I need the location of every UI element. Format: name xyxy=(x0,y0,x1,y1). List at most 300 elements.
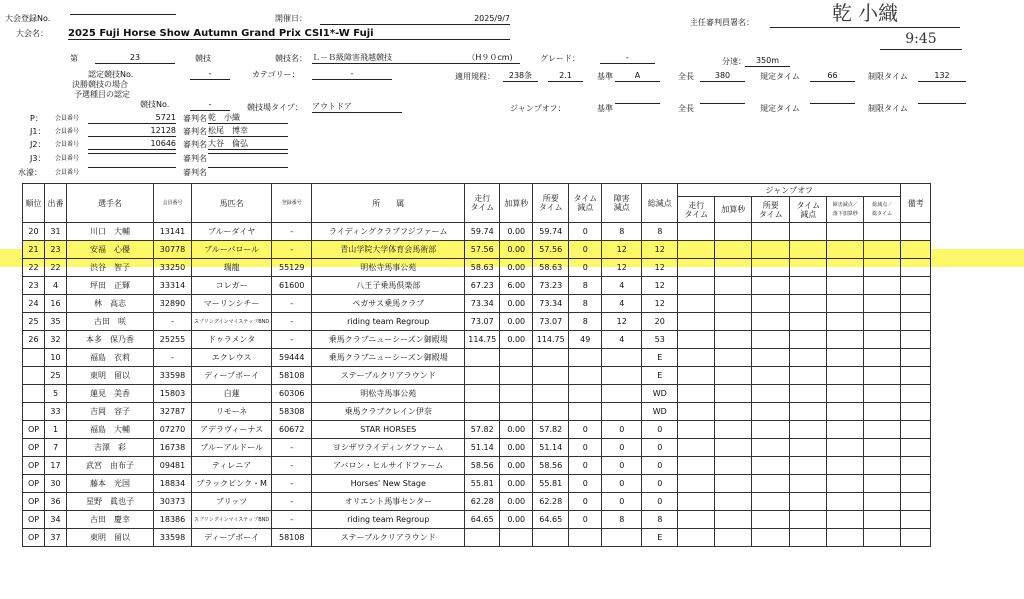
club-cell: 青山学院大学体育会馬術部 xyxy=(312,241,465,259)
rider-cell: 安福 心優 xyxy=(67,241,154,259)
time-penalty-cell xyxy=(569,349,602,367)
horse-cell: アデラヴィーナス xyxy=(192,421,272,439)
cert-value: - xyxy=(190,69,230,80)
rank-cell xyxy=(23,385,45,403)
rank-cell: OP xyxy=(23,439,45,457)
jumpoff-cell xyxy=(790,313,827,331)
member-cell: 33314 xyxy=(154,277,192,295)
club-cell: オリエント馬事センター xyxy=(312,493,465,511)
run-time-cell: 67.23 xyxy=(465,277,500,295)
jumpoff-cell xyxy=(864,511,901,529)
bib-cell: 7 xyxy=(45,439,67,457)
jumpoff-cell xyxy=(715,493,752,511)
horse-cell: コレガー xyxy=(192,277,272,295)
run-time-cell: 58.63 xyxy=(465,259,500,277)
jumpoff-cell xyxy=(678,241,715,259)
horse-cell: ディープボーイ xyxy=(192,367,272,385)
comp-name-label: 競技名： xyxy=(275,54,307,63)
horse-cell: リモーネ xyxy=(192,403,272,421)
reg-cell: 60306 xyxy=(272,385,312,403)
judge-member-no: 12128 xyxy=(88,126,176,137)
member-cell: 16738 xyxy=(154,439,192,457)
jumpoff-cell xyxy=(678,313,715,331)
judge-member-label: 会員番号 xyxy=(55,115,80,122)
jumpoff-cell xyxy=(752,529,790,547)
jumpoff-cell xyxy=(678,277,715,295)
obstacle-penalty-cell: 12 xyxy=(602,313,642,331)
reg-cell: - xyxy=(272,241,312,259)
judge-name: 乾 小織 xyxy=(208,113,288,124)
bib-cell: 25 xyxy=(45,367,67,385)
jumpoff-cell xyxy=(827,421,864,439)
club-cell: 八王子乗馬倶楽部 xyxy=(312,277,465,295)
rider-cell: 本多 保乃香 xyxy=(67,331,154,349)
added-sec-cell xyxy=(500,367,533,385)
added-sec-cell xyxy=(500,403,533,421)
jumpoff-cell xyxy=(678,511,715,529)
jumpoff-cell xyxy=(827,331,864,349)
jumpoff-cell xyxy=(678,457,715,475)
added-sec-cell: 0.00 xyxy=(500,313,533,331)
required-time-cell: 51.14 xyxy=(533,439,569,457)
added-sec-cell: 0.00 xyxy=(500,241,533,259)
bib-cell: 1 xyxy=(45,421,67,439)
run-time-cell: 73.07 xyxy=(465,313,500,331)
jumpoff-cell xyxy=(715,457,752,475)
col-header-jumpoff: ジャンプオフ xyxy=(678,184,901,197)
jo-time-label: 規定タイム xyxy=(760,104,800,113)
run-time-cell: 57.82 xyxy=(465,421,500,439)
run-time-cell: 64.65 xyxy=(465,511,500,529)
jumpoff-cell xyxy=(790,259,827,277)
judge-member-no xyxy=(88,167,176,168)
bib-cell: 31 xyxy=(45,223,67,241)
col-header-add: 加算秒 xyxy=(500,184,533,223)
member-cell: 18386 xyxy=(154,511,192,529)
member-cell: 18834 xyxy=(154,475,192,493)
remarks-cell xyxy=(901,277,931,295)
jumpoff-cell xyxy=(864,313,901,331)
member-cell: 30373 xyxy=(154,493,192,511)
total-penalty-cell: 12 xyxy=(642,277,678,295)
rider-cell: 吉澤 彩 xyxy=(67,439,154,457)
run-time-cell: 55.81 xyxy=(465,475,500,493)
required-time-cell xyxy=(533,529,569,547)
jumpoff-cell xyxy=(827,511,864,529)
results-table xyxy=(22,183,931,547)
club-cell: riding team Regroup xyxy=(312,511,465,529)
reg-cell: - xyxy=(272,439,312,457)
total-penalty-cell: WD xyxy=(642,403,678,421)
remarks-cell xyxy=(901,385,931,403)
jumpoff-cell xyxy=(790,223,827,241)
added-sec-cell xyxy=(500,385,533,403)
obstacle-penalty-cell: 8 xyxy=(602,223,642,241)
run-time-cell xyxy=(465,403,500,421)
reg-cell: 61600 xyxy=(272,277,312,295)
judge-member-label: 会員番号 xyxy=(55,128,80,135)
required-time-cell xyxy=(533,403,569,421)
rider-cell: 古田 咲 xyxy=(67,313,154,331)
club-cell: 明松寺馬事公苑 xyxy=(312,259,465,277)
jumpoff-cell xyxy=(715,259,752,277)
table-row xyxy=(23,421,931,439)
required-time-cell xyxy=(533,367,569,385)
run-time-cell xyxy=(465,385,500,403)
reg-cell: 58308 xyxy=(272,403,312,421)
member-cell: 32890 xyxy=(154,295,192,313)
total-penalty-cell: 53 xyxy=(642,331,678,349)
table-row xyxy=(23,313,931,331)
rank-cell: OP xyxy=(23,493,45,511)
member-cell: 32787 xyxy=(154,403,192,421)
time: 66 xyxy=(810,71,855,82)
club-cell: 乗馬クラブニューシーズン御殿場 xyxy=(312,331,465,349)
reg-cell: - xyxy=(272,493,312,511)
cert-label: 認定競技No. xyxy=(88,70,134,79)
jumpoff-cell xyxy=(715,241,752,259)
rule-sub: 2.1 xyxy=(548,71,583,82)
jumpoff-cell xyxy=(790,421,827,439)
jumpoff-cell xyxy=(864,349,901,367)
judge-pos: J2： xyxy=(30,140,46,149)
jumpoff-cell xyxy=(752,241,790,259)
total-penalty-cell: 8 xyxy=(642,511,678,529)
judge-name-label: 審判名 xyxy=(183,168,207,177)
horse-cell: ティレニア xyxy=(192,457,272,475)
remarks-cell xyxy=(901,295,931,313)
jumpoff-cell xyxy=(827,259,864,277)
header-row xyxy=(23,184,931,197)
table-row xyxy=(23,295,931,313)
remarks-cell xyxy=(901,529,931,547)
col-header-jo-add: 加算秒 xyxy=(715,197,752,223)
total-penalty-cell: 12 xyxy=(642,295,678,313)
jo-std xyxy=(615,103,660,104)
reg-cell: - xyxy=(272,457,312,475)
time-penalty-cell: 8 xyxy=(569,277,602,295)
judge-name-label: 審判名 xyxy=(183,114,207,123)
jumpoff-cell xyxy=(752,295,790,313)
jumpoff-cell xyxy=(827,277,864,295)
reg-cell: - xyxy=(272,511,312,529)
judge-name-label: 審判名 xyxy=(183,154,207,163)
jumpoff-cell xyxy=(827,529,864,547)
jumpoff-cell xyxy=(678,385,715,403)
added-sec-cell xyxy=(500,529,533,547)
total-penalty-cell: 0 xyxy=(642,421,678,439)
rider-cell: 星野 眞也子 xyxy=(67,493,154,511)
time-label: 規定タイム xyxy=(760,72,800,81)
comp-height: （H９０cm) xyxy=(460,53,520,64)
table-row xyxy=(23,475,931,493)
bib-cell: 35 xyxy=(45,313,67,331)
obstacle-penalty-cell: 4 xyxy=(602,277,642,295)
jo-limit-label: 制限タイム xyxy=(868,104,908,113)
jumpoff-cell xyxy=(678,403,715,421)
total-penalty-cell: 20 xyxy=(642,313,678,331)
jumpoff-cell xyxy=(678,439,715,457)
date-label: 開催日： xyxy=(275,14,307,23)
member-cell: 33598 xyxy=(154,529,192,547)
time-penalty-cell: 0 xyxy=(569,475,602,493)
obstacle-penalty-cell: 0 xyxy=(602,439,642,457)
judge-member-no: 10646 xyxy=(88,139,176,150)
time-penalty-cell: 0 xyxy=(569,457,602,475)
jumpoff-cell xyxy=(752,223,790,241)
obstacle-penalty-cell: 0 xyxy=(602,421,642,439)
jumpoff-cell xyxy=(678,493,715,511)
col-header-rider: 選手名 xyxy=(67,184,154,223)
jumpoff-cell xyxy=(752,349,790,367)
category: - xyxy=(312,69,392,80)
total-penalty-cell: 12 xyxy=(642,241,678,259)
member-cell: 09481 xyxy=(154,457,192,475)
table-row xyxy=(23,529,931,547)
final-line-3: 競技No. xyxy=(140,100,170,109)
reg-no-label: 大会登録No. xyxy=(5,14,51,23)
reg-cell: - xyxy=(272,331,312,349)
time-penalty-cell: 0 xyxy=(569,241,602,259)
rank-cell: OP xyxy=(23,511,45,529)
col-header-jo-total: 総減点／ 総タイム xyxy=(864,197,901,223)
judge-member-no xyxy=(88,153,176,154)
obstacle-penalty-cell: 0 xyxy=(602,475,642,493)
total-penalty-cell: E xyxy=(642,367,678,385)
jumpoff-cell xyxy=(864,259,901,277)
reg-cell: 60672 xyxy=(272,421,312,439)
judge-name xyxy=(208,153,288,154)
jumpoff-cell xyxy=(752,385,790,403)
reg-cell: - xyxy=(272,223,312,241)
jumpoff-cell xyxy=(678,475,715,493)
required-time-cell: 64.65 xyxy=(533,511,569,529)
jumpoff-cell xyxy=(752,457,790,475)
time-penalty-cell: 8 xyxy=(569,295,602,313)
col-header-bib: 出番 xyxy=(45,184,67,223)
obstacle-penalty-cell xyxy=(602,529,642,547)
jo-std-label: 基準 xyxy=(597,104,613,113)
rider-cell: 東明 留以 xyxy=(67,367,154,385)
comp-name: Ｌ－Ｂ級障害飛越競技 xyxy=(312,53,460,64)
judge-name-label: 審判名 xyxy=(183,127,207,136)
run-time-cell: 51.14 xyxy=(465,439,500,457)
total-penalty-cell: 8 xyxy=(642,223,678,241)
required-time-cell xyxy=(533,349,569,367)
rider-cell: 福島 衣莉 xyxy=(67,349,154,367)
jumpoff-cell xyxy=(715,475,752,493)
time-penalty-cell: 0 xyxy=(569,439,602,457)
club-cell: 乗馬クラブニューシーズン御殿場 xyxy=(312,349,465,367)
club-cell: ペガサス乗馬クラブ xyxy=(312,295,465,313)
jo-length xyxy=(700,103,745,104)
jumpoff-cell xyxy=(790,331,827,349)
table-row xyxy=(23,457,931,475)
remarks-cell xyxy=(901,493,931,511)
jumpoff-cell xyxy=(678,223,715,241)
jumpoff-cell xyxy=(715,295,752,313)
added-sec-cell: 6.00 xyxy=(500,277,533,295)
judge-name: 松尾 博幸 xyxy=(208,126,288,137)
bib-cell: 23 xyxy=(45,241,67,259)
table-row xyxy=(23,331,931,349)
rank-cell xyxy=(23,367,45,385)
bib-cell: 16 xyxy=(45,295,67,313)
obstacle-penalty-cell xyxy=(602,385,642,403)
chief-judge-signature: 乾 小織 xyxy=(770,0,960,28)
jumpoff-cell xyxy=(715,349,752,367)
obstacle-penalty-cell: 0 xyxy=(602,457,642,475)
jumpoff-cell xyxy=(678,331,715,349)
jumpoff-cell xyxy=(715,421,752,439)
horse-cell: マーリンシチー xyxy=(192,295,272,313)
obstacle-penalty-cell: 8 xyxy=(602,511,642,529)
jumpoff-cell xyxy=(715,403,752,421)
jumpoff-cell xyxy=(790,367,827,385)
col-header-obs: 障害 減点 xyxy=(602,184,642,223)
required-time-cell: 62.28 xyxy=(533,493,569,511)
bib-cell: 17 xyxy=(45,457,67,475)
required-time-cell: 55.81 xyxy=(533,475,569,493)
jumpoff-cell xyxy=(864,295,901,313)
jumpoff-cell xyxy=(827,493,864,511)
club-cell: 明松寺馬事公苑 xyxy=(312,385,465,403)
bib-cell: 36 xyxy=(45,493,67,511)
jumpoff-cell xyxy=(827,349,864,367)
jumpoff-cell xyxy=(678,349,715,367)
run-time-cell xyxy=(465,529,500,547)
horse-cell: 白蓮 xyxy=(192,385,272,403)
total-penalty-cell: 12 xyxy=(642,259,678,277)
remarks-cell xyxy=(901,457,931,475)
judge-pos: 水濠： xyxy=(18,168,42,177)
jumpoff-cell xyxy=(864,457,901,475)
remarks-cell xyxy=(901,223,931,241)
rank-cell: 26 xyxy=(23,331,45,349)
added-sec-cell: 0.00 xyxy=(500,457,533,475)
rider-cell: 川口 大輔 xyxy=(67,223,154,241)
horse-cell: ブルーダイヤ xyxy=(192,223,272,241)
jumpoff-cell xyxy=(790,475,827,493)
jumpoff-cell xyxy=(827,223,864,241)
run-time-cell: 114.75 xyxy=(465,331,500,349)
jumpoff-cell xyxy=(864,277,901,295)
limit: 132 xyxy=(918,71,966,82)
reg-cell: 55129 xyxy=(272,259,312,277)
required-time-cell: 57.56 xyxy=(533,241,569,259)
remarks-cell xyxy=(901,403,931,421)
time-penalty-cell xyxy=(569,385,602,403)
arena-label: 競技場タイプ： xyxy=(247,103,303,112)
judge-name-label: 審判名 xyxy=(183,140,207,149)
rank-cell: OP xyxy=(23,475,45,493)
table-row xyxy=(23,223,931,241)
time-penalty-cell: 0 xyxy=(569,511,602,529)
jumpoff-cell xyxy=(752,421,790,439)
obstacle-penalty-cell: 12 xyxy=(602,241,642,259)
rank-cell: 20 xyxy=(23,223,45,241)
member-cell: 25255 xyxy=(154,331,192,349)
club-cell: riding team Regroup xyxy=(312,313,465,331)
rider-cell: 吉岡 容子 xyxy=(67,403,154,421)
added-sec-cell: 0.00 xyxy=(500,259,533,277)
reg-no-value xyxy=(70,14,176,15)
category-label: カテゴリー： xyxy=(252,70,300,79)
jumpoff-cell xyxy=(790,385,827,403)
jumpoff-cell xyxy=(752,511,790,529)
length: 380 xyxy=(700,71,745,82)
limit-label: 制限タイム xyxy=(868,72,908,81)
bib-cell: 32 xyxy=(45,331,67,349)
total-penalty-cell: 0 xyxy=(642,493,678,511)
jumpoff-cell xyxy=(827,367,864,385)
obstacle-penalty-cell xyxy=(602,403,642,421)
remarks-cell xyxy=(901,475,931,493)
grade: - xyxy=(600,53,655,64)
time-penalty-cell xyxy=(569,403,602,421)
run-time-cell: 57.56 xyxy=(465,241,500,259)
total-penalty-cell: E xyxy=(642,529,678,547)
jumpoff-cell xyxy=(864,241,901,259)
time-penalty-cell: 49 xyxy=(569,331,602,349)
required-time-cell: 58.56 xyxy=(533,457,569,475)
obstacle-penalty-cell: 12 xyxy=(602,259,642,277)
remarks-cell xyxy=(901,313,931,331)
added-sec-cell: 0.00 xyxy=(500,475,533,493)
judge-name: 大谷 倫弘 xyxy=(208,139,288,150)
length-label: 全長 xyxy=(678,72,694,81)
jumpoff-cell xyxy=(864,421,901,439)
total-penalty-cell: 0 xyxy=(642,457,678,475)
jumpoff-cell xyxy=(715,511,752,529)
club-cell: ステーブルクリアラウンド xyxy=(312,367,465,385)
jumpoff-cell xyxy=(790,493,827,511)
jumpoff-cell xyxy=(827,313,864,331)
jumpoff-cell xyxy=(678,421,715,439)
jumpoff-cell xyxy=(715,529,752,547)
comp-no-label: 第 xyxy=(70,54,78,63)
judge-member-label: 会員番号 xyxy=(55,141,80,148)
required-time-cell xyxy=(533,385,569,403)
jumpoff-cell xyxy=(827,439,864,457)
jumpoff-cell xyxy=(790,241,827,259)
bib-cell: 33 xyxy=(45,403,67,421)
horse-cell: ブリッツ xyxy=(192,493,272,511)
rider-cell: 渋谷 智子 xyxy=(67,259,154,277)
col-header-tpen: タイム 減点 xyxy=(569,184,602,223)
jumpoff-cell xyxy=(752,313,790,331)
jumpoff-cell xyxy=(715,277,752,295)
bib-cell: 30 xyxy=(45,475,67,493)
run-time-cell: 58.56 xyxy=(465,457,500,475)
table-row xyxy=(23,403,931,421)
club-cell: 乗馬クラブクレイン伊奈 xyxy=(312,403,465,421)
judge-pos: J1： xyxy=(30,127,46,136)
jo-length-label: 全長 xyxy=(678,104,694,113)
col-header-jo-req: 所要 タイム xyxy=(752,197,790,223)
rank-cell: 24 xyxy=(23,295,45,313)
table-row xyxy=(23,259,931,277)
run-time-cell xyxy=(465,349,500,367)
time-penalty-cell: 0 xyxy=(569,259,602,277)
col-header-club: 所 属 xyxy=(312,184,465,223)
added-sec-cell: 0.00 xyxy=(500,493,533,511)
speed-label: 分速： xyxy=(722,57,746,66)
bib-cell: 37 xyxy=(45,529,67,547)
member-cell: - xyxy=(154,349,192,367)
table-row xyxy=(23,277,931,295)
horse-cell: エクレウス xyxy=(192,349,272,367)
